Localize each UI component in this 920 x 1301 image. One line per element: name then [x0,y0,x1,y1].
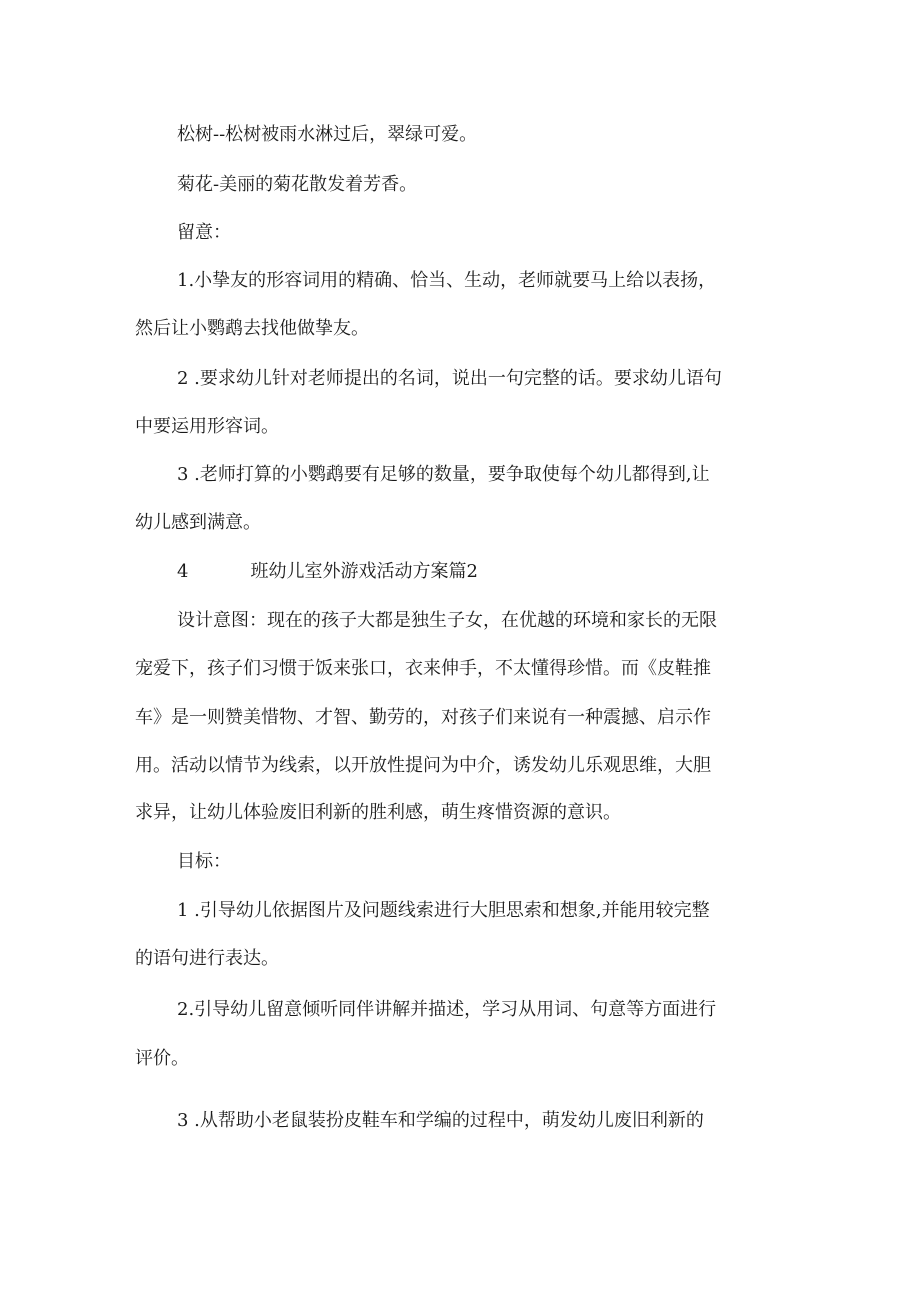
notice-item-2-line-1: 2 .要求幼儿针对老师提出的名词，说出一句完整的话。要求幼儿语句 [177,368,722,389]
goal-item-1-line-2: 的语句进行表达。 [135,948,279,969]
section-number: 4 [177,561,189,582]
paragraph-chrysanthemum: 菊花-美丽的菊花散发着芳香。 [177,174,418,195]
notice-item-3-line-1: 3 .老师打算的小鹦鹉要有足够的数量，要争取使每个幼儿都得到,让 [177,464,710,485]
heading-goals: 目标： [177,851,231,872]
notice-item-3-line-2: 幼儿感到满意。 [135,512,261,533]
notice-item-1-line-1: 1.小挚友的形容词用的精确、恰当、生动，老师就要马上给以表扬， [177,270,717,291]
section-heading [177,563,478,581]
goal-item-3-line-1: 3 .从帮助小老鼠装扮皮鞋车和学编的过程中，萌发幼儿废旧利新的 [177,1110,704,1131]
design-intent-line-5: 求异，让幼儿体验废旧利新的胜利感，萌生疼惜资源的意识。 [135,802,621,823]
design-intent-line-2: 宠爱下，孩子们习惯于饭来张口，衣来伸手，不太懂得珍惜。而《皮鞋推 [135,658,711,679]
paragraph-pine: 松树--松树被雨水淋过后，翠绿可爱。 [177,124,478,145]
goal-item-2-line-2: 评价。 [135,1048,189,1069]
goal-item-1-line-1: 1 .引导幼儿依据图片及问题线索进行大胆思索和想象,并能用较完整 [177,900,710,921]
design-intent-line-1: 设计意图：现在的孩子大都是独生子女，在优越的环境和家长的无限 [177,610,717,631]
design-intent-line-3: 车》是一则赞美惜物、才智、勤劳的，对孩子们来说有一种震撼、启示作 [135,707,711,728]
section-title: 班幼儿室外游戏活动方案篇2 [250,561,478,582]
notice-item-1-line-2: 然后让小鹦鹉去找他做挚友。 [135,318,369,339]
notice-item-2-line-2: 中要运用形容词。 [135,416,279,437]
design-intent-line-4: 用。活动以情节为线索，以开放性提问为中介，诱发幼儿乐观思维，大胆 [135,755,711,776]
goal-item-2-line-1: 2.引导幼儿留意倾听同伴讲解并描述，学习从用词、句意等方面进行 [177,999,717,1020]
heading-notice: 留意： [177,222,231,243]
